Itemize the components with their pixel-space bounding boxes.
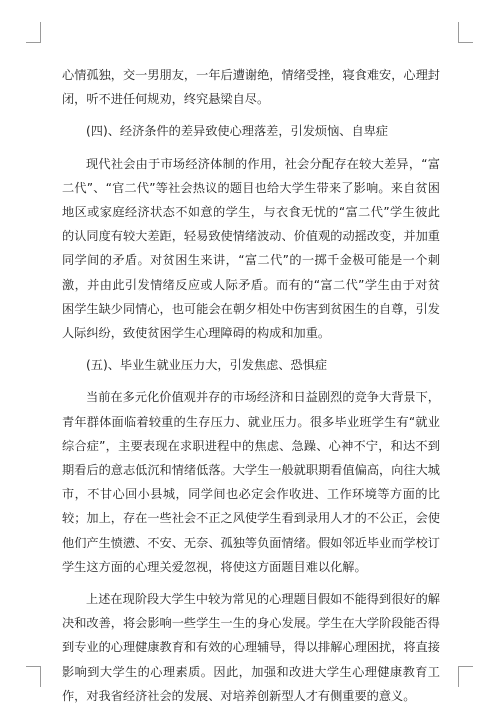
paragraph-economic: 现代社会由于市场经济体制的作用，社会分配存在较大差异，“富二代”、“官二代”等社会热议的题目也给大学生带来了影响。来自贫困地区或家庭经济状态不如意的学生，与衣食无忧的“富二代”学生彼此的认同度有较大差距，轻易致使情绪波动、价值观的动摇改变，并加重同学间的矛盾。对贫困生来讲，“富二代”的一掷千金极可能是一个刺激，并由此引发情绪反应或人际矛盾。而有的“富二代”学生由于对贫困学生缺少同情心，也可能会在朝夕相处中伤害到贫困生的自尊，引发人际纠纷，致使贫困学生心理障碍的构成和加重。 [62,156,440,341]
section-heading-five: (五)、毕业生就业压力大，引发焦虑、恐惧症 [86,358,328,373]
paragraph-employment: 当前在多元化价值观并存的市场经济和日益剧烈的竞争大背景下，青年群体面临着较重的生存压力、就业压力。很多毕业班学生有“就业综合症”，主要表现在求职进程中的焦虑、急躁、心神不宁，和达不到期看后的意志低沉和情绪低落。大学生一般就职期看值偏高，向往大城市，不甘心回小县城，同学间也必定会作收进、工作环境等方面的比较；加上，存在一些社会不正之风使学生看到录用人才的不公正，会使他们产生愤懑、不安、无奈、孤独等负面情绪。假如邻近毕业而学校订学生这方面的心理关爱忽视，将使这方面题目难以化解。 [62,390,440,574]
crop-mark-bottom-right [458,666,473,687]
crop-mark-bottom-left [26,666,41,687]
crop-mark-top-right [458,22,473,43]
section-heading-four: (四)、经济条件的差异致使心理落差，引发烦恼、自卑症 [86,124,389,139]
paragraph-conclusion: 上述在现阶段大学生中较为常见的心理题目假如不能得到很好的解决和改善，将会影响一些学生一生的身心发展。学生在大学阶段能否得到专业的心理健康教育和有效的心理辅导，得以排解心理困扰，将直接影响到大学生的心理素质。因此，加强和改进大学生心理健康教育工作，对我省经济社会的发展、对培养创新型人才有侧重要的意义。 [62,592,440,703]
crop-mark-top-left [26,22,41,43]
paragraph-continuation: 心情孤独，交一男朋友，一年后遭谢绝，情绪受挫，寝食难安，心理封闭，听不进任何规劝，终究悬梁自尽。 [62,68,440,107]
document-body [62,63,440,708]
